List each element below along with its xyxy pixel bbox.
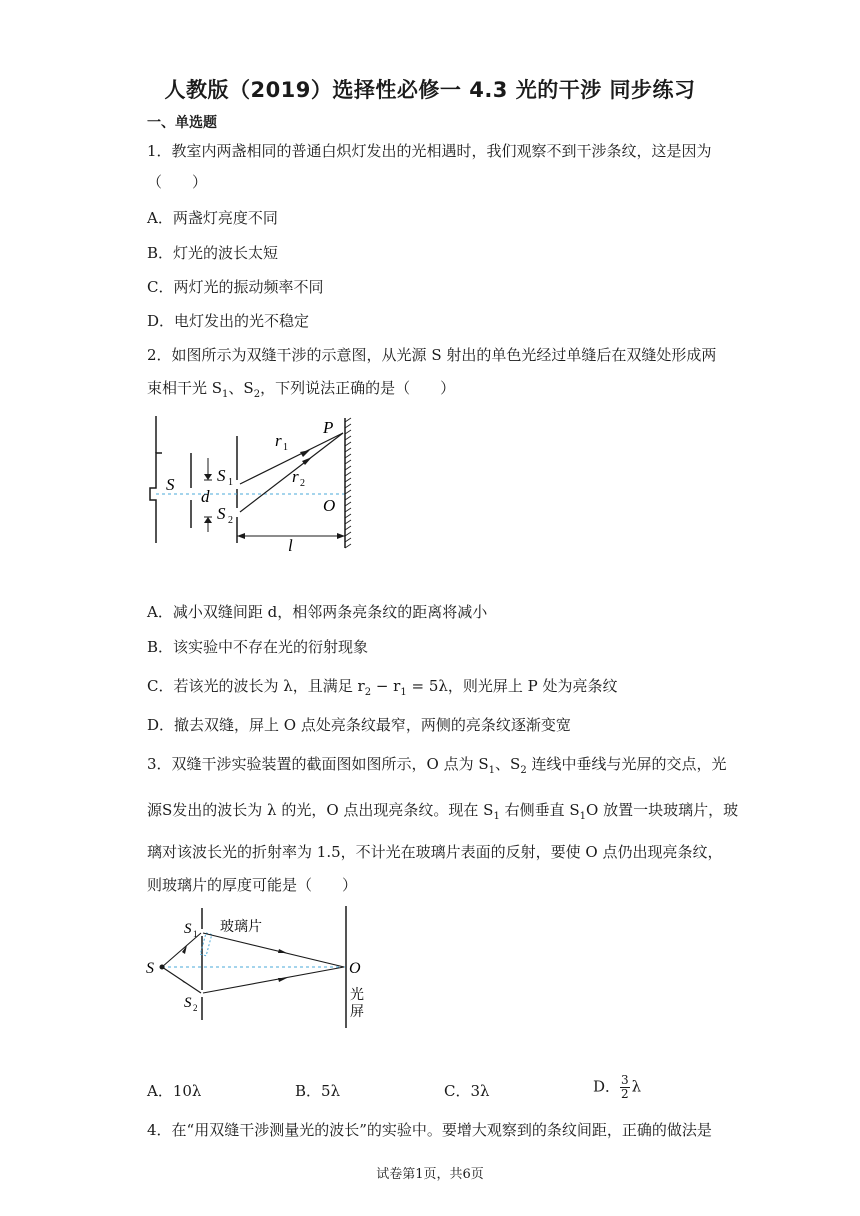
q3-l2-sub2: 1 <box>579 811 586 822</box>
q3-glass-plate-figure <box>140 903 380 1048</box>
q3-option-d-unit: λ <box>631 1077 642 1096</box>
q3-fig-label-screen-1: 光 <box>350 988 364 1003</box>
q2-option-c <box>147 676 618 703</box>
q3-option-d-fraction <box>620 1074 630 1101</box>
q2-stem-post: ，下列说法正确的是（ ） <box>260 379 456 397</box>
q3-l2-sub: 1 <box>493 811 500 822</box>
q2-option-d: D．撤去双缝，屏上 O 点处亮条纹最窄，两侧的亮条纹逐渐变宽 <box>147 716 571 734</box>
q2-fig-label-p: P <box>323 418 334 437</box>
q3-option-d-den: 2 <box>621 1087 629 1101</box>
q2-fig-label-r2-sub: 2 <box>300 478 305 489</box>
q4-stem-line1: 4．在“用双缝干涉测量光的波长”的实验中。要增大观察到的条纹间距，正确的做法是 <box>147 1121 712 1139</box>
q2-stem-mid: 、S <box>228 379 254 397</box>
section-heading: 一、单选题 <box>147 115 217 131</box>
q2-fig-label-r1: r <box>275 431 282 450</box>
page-title: 人教版（2019）选择性必修一 4.3 光的干涉 同步练习 <box>164 78 696 102</box>
q3-option-b: B．5λ <box>295 1082 341 1100</box>
q2-fig-label-r2: r <box>292 467 299 486</box>
q2-fig-label-s1-sub: 1 <box>228 477 233 488</box>
page-footer: 试卷第1页，共6页 <box>376 1167 484 1182</box>
q3-stem-line3: 璃对该波长光的折射率为 1.5，不计光在玻璃片表面的反射，要使 O 点仍出现亮条纹， <box>147 843 723 861</box>
q1-stem-line2: （ ） <box>147 173 208 191</box>
q2-option-c-post: = 5λ，则光屏上 P 处为亮条纹 <box>406 677 618 695</box>
q2-option-c-sub2: 2 <box>364 687 372 698</box>
q2-fig-label-d: d <box>201 487 210 506</box>
q1-option-b: B．灯光的波长太短 <box>147 244 279 262</box>
q2-double-slit-figure <box>140 408 360 553</box>
q3-l1-post: 连线中垂线与光屏的交点，光 <box>526 755 727 773</box>
q2-option-c-sub1: 1 <box>400 687 407 698</box>
q2-stem-line2 <box>147 378 455 405</box>
q2-fig-label-s2-sub: 2 <box>228 515 233 526</box>
q2-stem-pre: 束相干光 S <box>147 379 223 397</box>
q3-stem-line2 <box>147 800 738 827</box>
q2-fig-label-r1-sub: 1 <box>283 442 288 453</box>
q3-stem-line1 <box>147 754 726 781</box>
q2-fig-label-l: l <box>288 536 293 553</box>
q1-option-d: D．电灯发出的光不稳定 <box>147 312 310 330</box>
q2-sub2: 2 <box>253 389 261 400</box>
q3-l2-post: O 放置一块玻璃片，玻 <box>586 801 739 819</box>
q3-option-a: A．10λ <box>147 1082 202 1100</box>
q3-l2-pre: 源S发出的波长为 λ 的光，O 点出现亮条纹。现在 S <box>147 801 494 819</box>
q3-fig-label-glass: 玻璃片 <box>220 920 262 935</box>
q3-fig-label-screen-2: 屏 <box>350 1005 364 1020</box>
q3-fig-label-s1: S <box>184 921 192 937</box>
q2-option-c-minus: − r <box>371 677 401 695</box>
q3-fig-label-s1-sub: 1 <box>193 929 198 939</box>
q1-stem-line1: 1．教室内两盏相同的普通白炽灯发出的光相遇时，我们观察不到干涉条纹，这是因为 <box>147 142 712 160</box>
q3-stem-line4: 则玻璃片的厚度可能是（ ） <box>147 876 358 894</box>
q3-l1-pre: 3．双缝干涉实验装置的截面图如图所示，O 点为 S <box>147 755 489 773</box>
q2-fig-label-s1: S <box>217 466 226 485</box>
q3-fig-label-o: O <box>349 960 361 977</box>
q3-option-d <box>593 1074 641 1101</box>
q3-l1-mid: 、S <box>495 755 521 773</box>
q1-option-a: A．两盏灯亮度不同 <box>147 209 278 227</box>
q2-option-b: B．该实验中不存在光的衍射现象 <box>147 638 369 656</box>
q2-option-a: A．减小双缝间距 d，相邻两条亮条纹的距离将减小 <box>147 603 488 621</box>
q2-fig-label-s: S <box>166 475 175 494</box>
q3-option-d-num: 3 <box>621 1073 629 1087</box>
q3-l1-sub1: 1 <box>488 765 496 776</box>
q2-sub1: 1 <box>222 389 229 400</box>
q3-l2-mid: 右侧垂直 S <box>499 801 580 819</box>
q2-stem-line1: 2．如图所示为双缝干涉的示意图，从光源 S 射出的单色光经过单缝后在双缝处形成两 <box>147 346 717 364</box>
q2-option-c-pre: C．若该光的波长为 λ，且满足 r <box>147 677 365 695</box>
q3-l1-sub2: 2 <box>520 765 527 776</box>
q3-fig-label-s: S <box>146 960 154 977</box>
q2-fig-label-o: O <box>323 496 336 515</box>
q3-option-d-label: D． <box>593 1077 621 1096</box>
q2-fig-label-s2: S <box>217 504 226 523</box>
q1-option-c: C．两灯光的振动频率不同 <box>147 278 324 296</box>
q3-fig-label-s2: S <box>184 995 192 1011</box>
q3-option-c: C．3λ <box>444 1082 490 1100</box>
q3-fig-label-s2-sub: 2 <box>193 1003 198 1013</box>
